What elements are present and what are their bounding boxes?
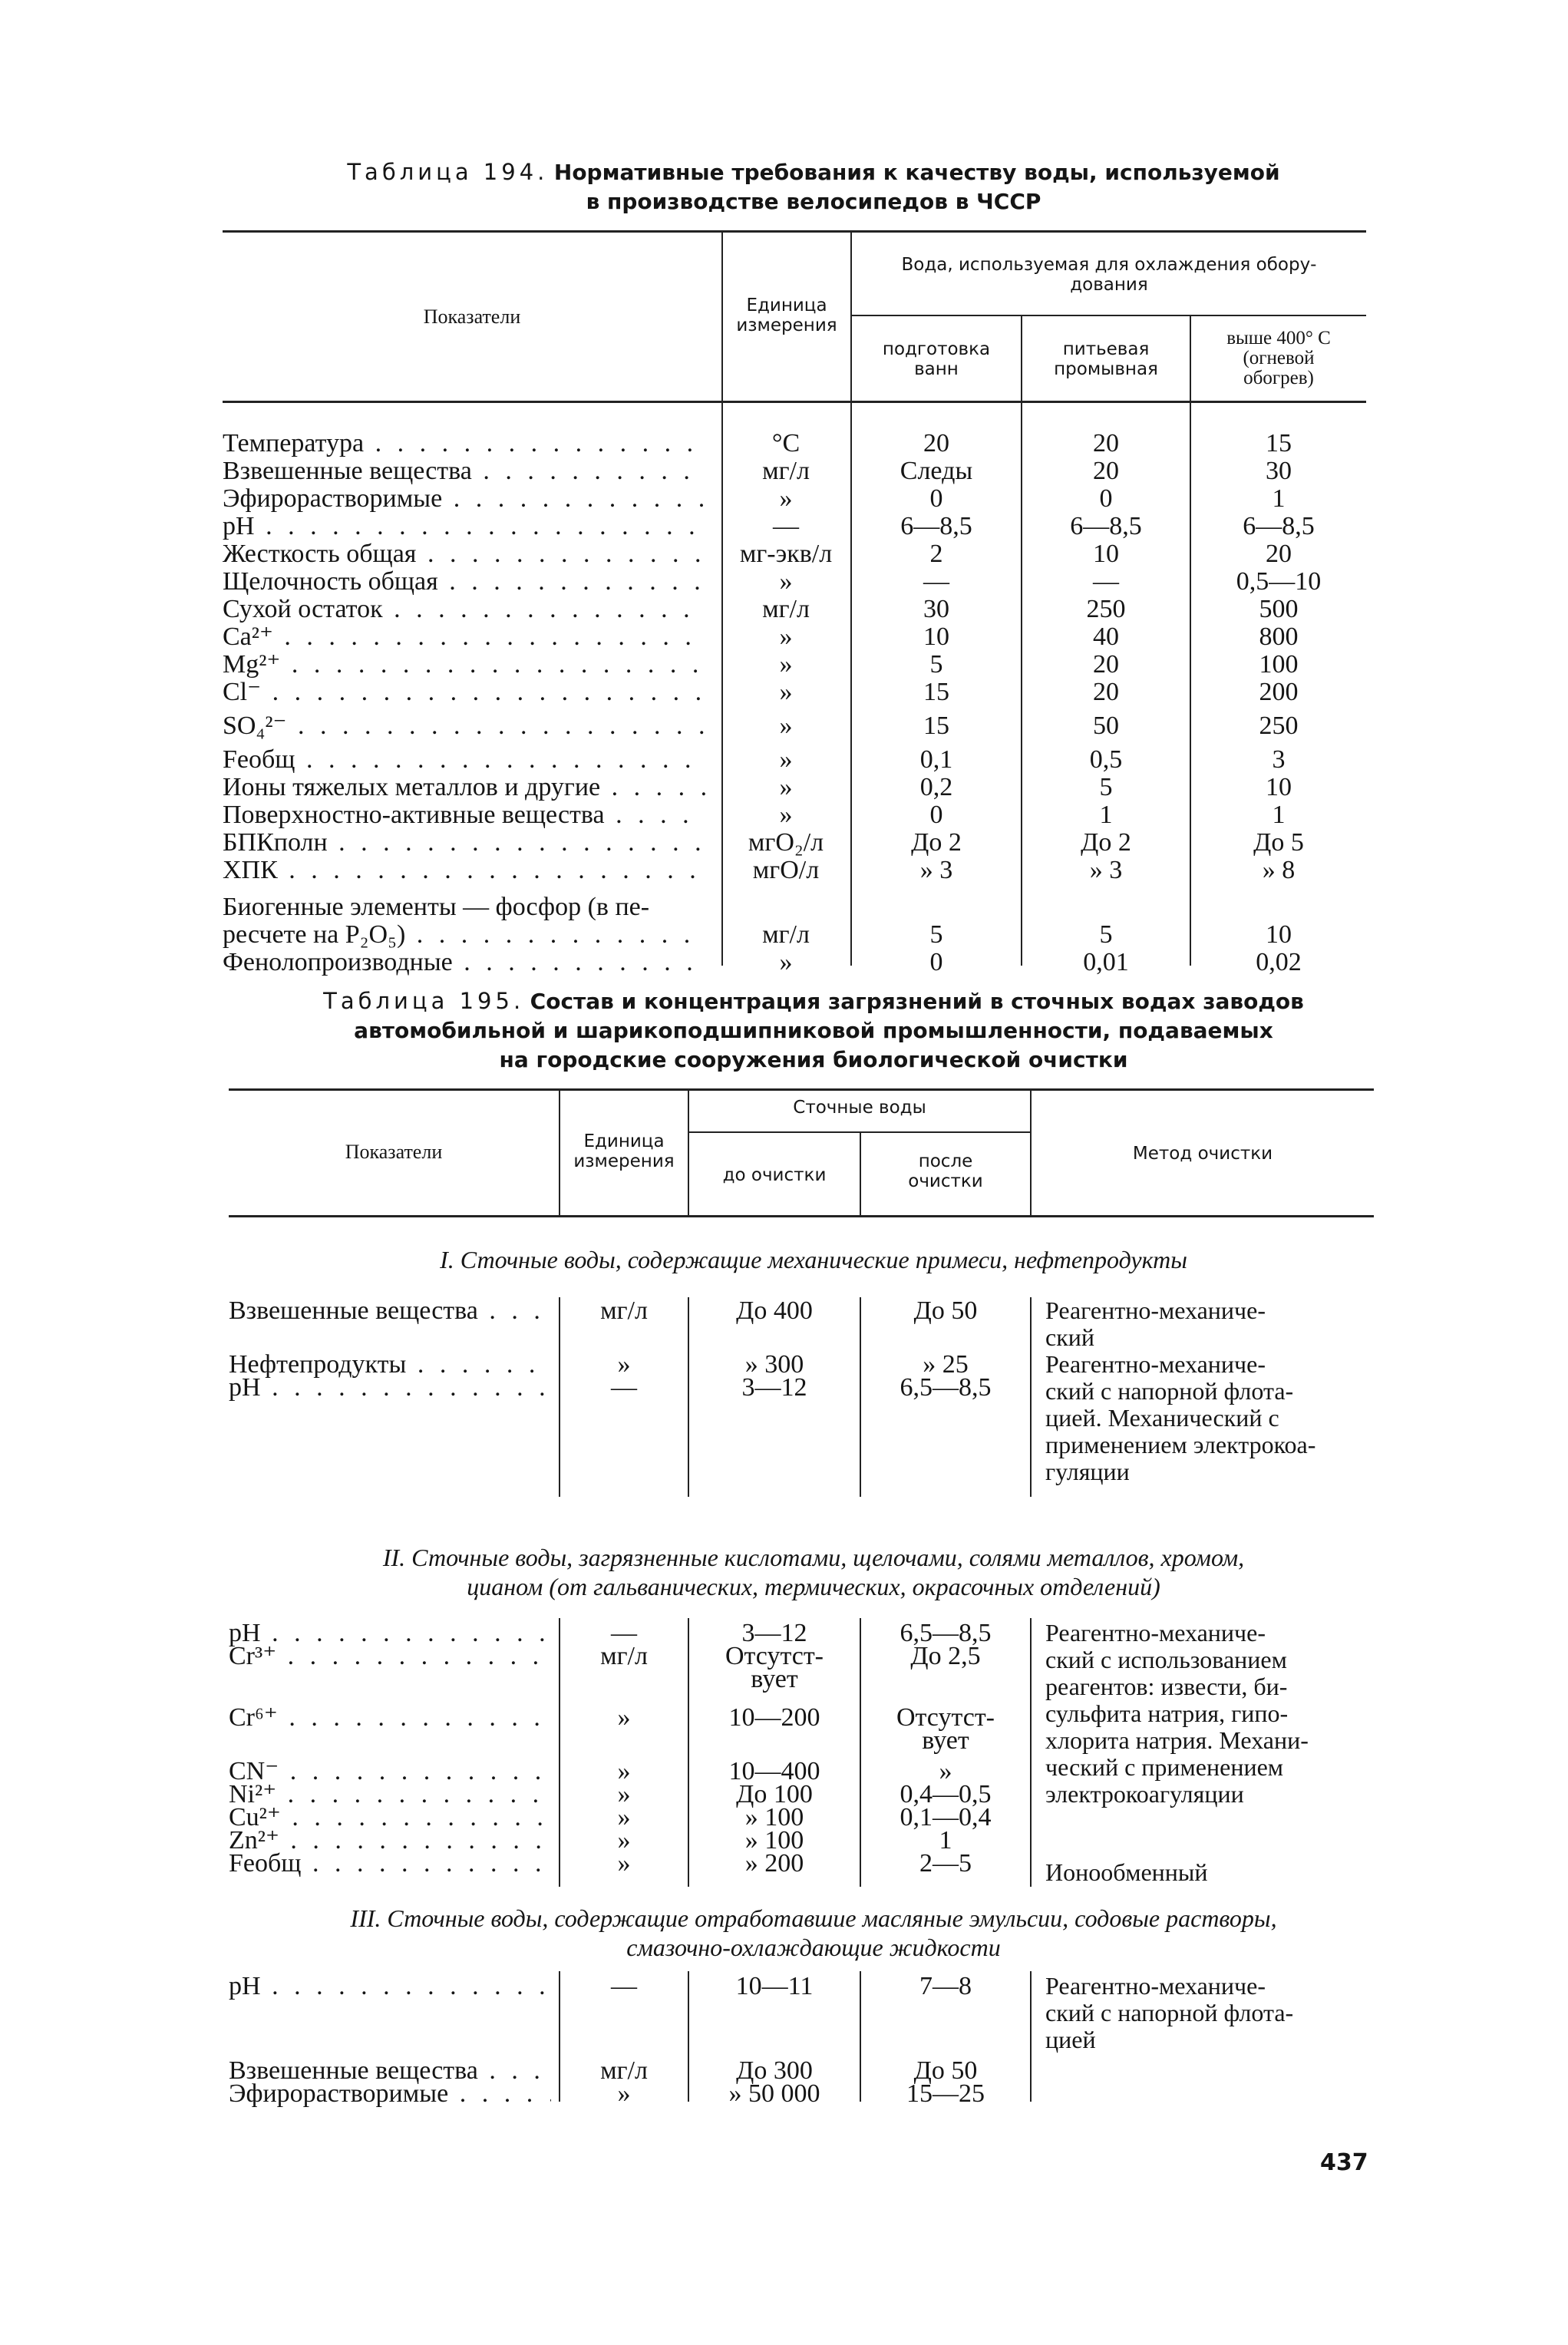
- table-row: [229, 2000, 1035, 2028]
- row-value-baths: 30: [923, 595, 949, 623]
- row-value-drinking: 20: [1093, 650, 1119, 679]
- header-col-above400-line1: выше 400° С: [1226, 328, 1331, 348]
- row-unit: »: [779, 948, 793, 976]
- row-value-drinking: 40: [1093, 623, 1119, 651]
- row-label: Биогенные элементы — фосфор (в пе-: [223, 893, 650, 921]
- table-195-caption: [223, 986, 1405, 1075]
- header-group: Сточные воды: [793, 1098, 926, 1118]
- header-unit: [560, 1131, 688, 1171]
- row-label: Cr³⁺ . . .: [229, 1643, 551, 1670]
- row-label: Поверхностно-активные вещества . . .: [223, 801, 706, 829]
- header-indicator: Показатели: [345, 1141, 443, 1163]
- table-row: [223, 430, 1374, 457]
- row-label: Cl⁻ . . .: [223, 679, 706, 706]
- row-value-after: 1: [939, 1826, 952, 1855]
- section-1-body: [229, 1297, 1035, 1405]
- table-row: [229, 1850, 1035, 1878]
- row-value-before: До 100: [736, 1780, 813, 1808]
- row-unit: »: [779, 623, 793, 651]
- row-value-drinking: 0,5: [1089, 745, 1123, 774]
- row-value-above400: 1: [1272, 484, 1286, 513]
- table-195-title-line2: автомобильной и шарикоподшипниковой промышленности, подаваемых: [354, 1018, 1273, 1043]
- row-value-baths: 20: [923, 429, 949, 457]
- rule-header-bottom: [229, 1215, 1374, 1217]
- section-1-method-1: [1045, 1297, 1374, 1351]
- row-value-drinking: До 2: [1081, 828, 1131, 857]
- row-unit: »: [779, 484, 793, 513]
- row-value-baths: 0: [929, 484, 943, 513]
- table-row: [223, 568, 1374, 596]
- section-3-heading: [223, 1904, 1405, 1962]
- row-label: Сухой остаток . . .: [223, 596, 706, 623]
- section-2-body: [229, 1620, 1035, 1896]
- row-value-above400: 200: [1259, 678, 1299, 706]
- row-value-drinking: 6—8,5: [1070, 512, 1142, 540]
- row-label: Взвешенные вещества . . .: [223, 457, 706, 485]
- table-row: [223, 540, 1374, 568]
- header-col-above400-line2: (огневой: [1243, 348, 1315, 368]
- row-value-drinking: 20: [1093, 678, 1119, 706]
- row-value-before: » 50 000: [728, 2079, 820, 2108]
- row-value-drinking: 50: [1093, 712, 1119, 740]
- row-label: Взвешенные вещества . . .: [229, 2057, 551, 2085]
- table-row: [229, 2080, 1035, 2108]
- row-unit: »: [617, 2079, 631, 2108]
- row-value-drinking: 5: [1099, 920, 1113, 949]
- row-label: Cr⁶⁺ . . .: [229, 1704, 551, 1732]
- row-unit: »: [617, 1350, 631, 1379]
- row-value-above400: 10: [1266, 920, 1292, 949]
- row-value-after: вует: [922, 1726, 969, 1755]
- row-label: Жесткость общая . . .: [223, 540, 706, 568]
- row-unit: —: [611, 1619, 637, 1647]
- table-row: [223, 893, 1374, 921]
- row-value-above400: 10: [1266, 773, 1292, 801]
- header-col-drinking: [1022, 339, 1190, 379]
- row-unit: »: [617, 1826, 631, 1855]
- row-unit: мг/л: [600, 2056, 648, 2085]
- row-value-drinking: 1: [1099, 801, 1113, 829]
- row-label: Эфирорастворимые . . .: [223, 485, 706, 513]
- row-value-after: 2—5: [919, 1849, 972, 1878]
- header-group-line2: дования: [1070, 275, 1148, 295]
- row-value-drinking: 5: [1099, 773, 1113, 801]
- row-value-drinking: 0: [1099, 484, 1113, 513]
- row-value-before: 10—11: [735, 1972, 814, 2000]
- row-value-before: Отсутст-: [725, 1642, 824, 1670]
- row-label: Mg²⁺ . . .: [223, 651, 706, 679]
- row-label: CN⁻ . . .: [229, 1758, 551, 1785]
- row-value-after: До 2,5: [910, 1642, 981, 1670]
- row-value-before: » 100: [744, 1803, 804, 1831]
- method-line: Реагентно-механиче-: [1045, 1972, 1266, 2000]
- header-after-line1: после: [918, 1151, 973, 1171]
- row-value-drinking: —: [1093, 567, 1119, 596]
- method-line: ский: [1045, 1323, 1094, 1351]
- row-value-drinking: 0,01: [1083, 948, 1129, 976]
- header-before: до очистки: [722, 1165, 827, 1185]
- row-value-after: »: [939, 1757, 952, 1785]
- row-label: Са²⁺ . . .: [223, 623, 706, 651]
- row-value-after: 15—25: [906, 2079, 985, 2108]
- table-row: [229, 1374, 1035, 1402]
- row-value-above400: 15: [1266, 429, 1292, 457]
- header-group: [852, 255, 1366, 295]
- table-row: [223, 712, 1374, 740]
- table-194-title-line1: Нормативные требования к качеству воды, используемой: [553, 160, 1280, 185]
- header-col-above400: [1191, 329, 1366, 388]
- row-label: Температура . . .: [223, 430, 706, 457]
- table-row: [223, 921, 1374, 949]
- row-value-baths: 10: [923, 623, 949, 651]
- section-2-heading: [223, 1543, 1405, 1601]
- method-line: хлорита натрия. Механи-: [1045, 1726, 1309, 1754]
- row-value-drinking: 10: [1093, 540, 1119, 568]
- method-line: цией: [1045, 2026, 1096, 2053]
- table-row: [229, 2028, 1035, 2056]
- header-unit: [723, 296, 850, 335]
- row-value-baths: 0: [929, 948, 943, 976]
- row-label: Фенолопроизводные . . .: [223, 949, 706, 976]
- section-2-heading-line1: II. Сточные воды, загрязненные кислотами, щелочами, солями металлов, хромом,: [382, 1544, 1245, 1571]
- table-row: [223, 829, 1374, 857]
- row-value-after: 0,1—0,4: [900, 1803, 992, 1831]
- row-label: Ионы тяжелых металлов и другие . . .: [223, 774, 706, 801]
- table-row: [229, 1727, 1035, 1755]
- row-unit: »: [779, 567, 793, 596]
- rule-top: [229, 1088, 1374, 1091]
- row-value-above400: » 8: [1262, 856, 1296, 884]
- row-label: SO₄²⁻ . . .: [223, 712, 706, 740]
- table-row: [223, 623, 1374, 651]
- row-value-above400: 100: [1259, 650, 1299, 679]
- header-col-drinking-line1: питьевая: [1062, 339, 1150, 359]
- method-line: Реагентно-механиче-: [1045, 1350, 1266, 1378]
- section-2-heading-line2: цианом (от гальванических, термических, окрасочных отделений): [467, 1573, 1160, 1600]
- method-line: ский с напорной флота-: [1045, 1377, 1294, 1405]
- method-line: реагентов: извести, би-: [1045, 1673, 1288, 1700]
- page-number: 437: [1320, 2149, 1368, 2176]
- row-value-before: До 400: [736, 1296, 813, 1325]
- method-line: ческий с применением: [1045, 1753, 1284, 1781]
- table-row: [223, 513, 1374, 540]
- row-value-baths: —: [923, 567, 949, 596]
- header-unit-line1: Единица: [583, 1131, 665, 1151]
- row-value-before: » 100: [744, 1826, 804, 1855]
- row-unit: »: [779, 773, 793, 801]
- row-label: Эфирорастворимые . . .: [229, 2080, 551, 2108]
- row-value-baths: 15: [923, 678, 949, 706]
- header-unit-line2: измерения: [573, 1151, 675, 1171]
- row-label: рН . . .: [229, 1374, 551, 1402]
- table-row: [223, 596, 1374, 623]
- table-row: [223, 949, 1374, 976]
- section-3-body: [229, 1973, 1035, 2111]
- row-unit: »: [617, 1703, 631, 1732]
- method-line: сульфита натрия, гипо-: [1045, 1699, 1289, 1727]
- row-value-above400: 0,02: [1256, 948, 1302, 976]
- row-unit: »: [779, 712, 793, 740]
- row-value-before: 10—400: [728, 1757, 820, 1785]
- row-unit: мг/л: [600, 1296, 648, 1325]
- table-row: [223, 485, 1374, 513]
- row-label: Feобщ . . .: [223, 746, 706, 774]
- section-3-heading-line1: III. Сточные воды, содержащие отработавшие масляные эмульсии, содовые растворы,: [350, 1904, 1277, 1932]
- row-value-above400: 6—8,5: [1243, 512, 1315, 540]
- section-3-heading-line2: смазочно-охлаждающие жидкости: [626, 1934, 1001, 1961]
- row-unit: »: [617, 1757, 631, 1785]
- row-value-baths: До 2: [911, 828, 962, 857]
- table-row: [223, 746, 1374, 774]
- section-2-method-2: Ионообменный: [1045, 1858, 1208, 1886]
- row-unit: »: [779, 650, 793, 679]
- row-unit: »: [617, 1849, 631, 1878]
- method-line: цией. Механический с: [1045, 1404, 1279, 1432]
- table-row: [229, 1297, 1035, 1325]
- row-unit: —: [773, 512, 799, 540]
- header-unit-line1: Единица: [746, 296, 827, 315]
- row-value-baths: 5: [929, 920, 943, 949]
- row-label: Zn²⁺ . . .: [229, 1827, 551, 1855]
- row-label: рН . . .: [223, 513, 706, 540]
- row-value-above400: 30: [1266, 457, 1292, 485]
- table-row: [223, 651, 1374, 679]
- row-unit: мг/л: [762, 595, 810, 623]
- row-value-above400: 1: [1272, 801, 1286, 829]
- section-3-method-1: [1045, 1973, 1374, 2053]
- header-col-baths-line1: подготовка: [882, 339, 991, 359]
- row-unit: »: [779, 801, 793, 829]
- row-unit: мгО₂/л: [748, 828, 824, 857]
- table-row: [223, 457, 1374, 485]
- row-label: БПКполн . . .: [223, 829, 706, 857]
- rule-top: [223, 230, 1366, 233]
- row-unit: мг/л: [762, 920, 810, 949]
- row-value-after: 6,5—8,5: [900, 1373, 992, 1402]
- row-unit: мгО/л: [752, 856, 820, 884]
- method-line: ский с использованием: [1045, 1646, 1287, 1673]
- header-col-baths-line2: ванн: [914, 359, 959, 379]
- row-unit: мг-экв/л: [739, 540, 833, 568]
- row-unit: »: [779, 745, 793, 774]
- row-value-after: 7—8: [919, 1972, 972, 2000]
- row-label: рН . . .: [229, 1973, 551, 2000]
- row-value-before: 3—12: [741, 1619, 807, 1647]
- row-value-baths: Следы: [900, 457, 973, 485]
- header-method: Метод очистки: [1132, 1144, 1273, 1164]
- row-value-baths: 2: [929, 540, 943, 568]
- table-row: [223, 679, 1374, 706]
- row-value-above400: 500: [1259, 595, 1299, 623]
- row-value-baths: 0: [929, 801, 943, 829]
- method-line: Реагентно-механиче-: [1045, 1619, 1266, 1646]
- row-value-after: » 25: [923, 1350, 969, 1379]
- row-value-before: До 300: [736, 2056, 813, 2085]
- row-value-after: 0,4—0,5: [900, 1780, 992, 1808]
- table-195-label: Таблица 195.: [323, 988, 525, 1014]
- table-194-label: Таблица 194.: [347, 159, 549, 185]
- row-unit: »: [617, 1803, 631, 1831]
- table-194-body: [223, 429, 1374, 976]
- row-value-above400: 250: [1259, 712, 1299, 740]
- row-value-after: До 50: [913, 2056, 978, 2085]
- header-group-line1: Вода, используемая для охлаждения обору-: [901, 255, 1317, 275]
- row-value-baths: 0,2: [919, 773, 953, 801]
- table-row: [223, 801, 1374, 829]
- row-unit: —: [611, 1373, 637, 1402]
- header-unit-line2: измерения: [736, 315, 837, 335]
- row-value-after: Отсутст-: [896, 1703, 995, 1732]
- row-value-before: вует: [751, 1665, 798, 1693]
- row-value-drinking: 20: [1093, 457, 1119, 485]
- method-line: электрокоагуляции: [1045, 1780, 1244, 1808]
- row-unit: —: [611, 1972, 637, 2000]
- row-label: Нефтепродукты . . .: [229, 1351, 551, 1379]
- row-value-above400: 0,5—10: [1236, 567, 1322, 596]
- table-row: [223, 774, 1374, 801]
- header-col-baths: [852, 339, 1021, 379]
- row-value-baths: 15: [923, 712, 949, 740]
- row-value-before: » 200: [744, 1849, 804, 1878]
- row-value-before: 3—12: [741, 1373, 807, 1402]
- row-unit: »: [779, 678, 793, 706]
- row-value-above400: 800: [1259, 623, 1299, 651]
- method-line: гуляции: [1045, 1458, 1130, 1485]
- row-value-after: До 50: [913, 1296, 978, 1325]
- row-unit: мг/л: [762, 457, 810, 485]
- row-value-drinking: 20: [1093, 429, 1119, 457]
- method-line: Реагентно-механиче-: [1045, 1296, 1266, 1324]
- row-value-baths: » 3: [919, 856, 953, 884]
- method-line: применением электрокоа-: [1045, 1431, 1316, 1458]
- row-label: ресчете на P₂O₅) . . .: [223, 921, 706, 949]
- table-194-caption: [223, 157, 1405, 216]
- rule-header-bottom: [223, 401, 1366, 403]
- row-value-above400: 20: [1266, 540, 1292, 568]
- row-value-baths: 5: [929, 650, 943, 679]
- row-unit: мг/л: [600, 1642, 648, 1670]
- section-2-method-1: [1045, 1620, 1374, 1808]
- row-label: рН . . .: [229, 1620, 551, 1647]
- header-after-line2: очистки: [908, 1171, 983, 1191]
- row-value-after: 6,5—8,5: [900, 1619, 992, 1647]
- row-value-drinking: 250: [1086, 595, 1126, 623]
- row-label: ХПК . . .: [223, 857, 706, 884]
- table-194-title-line2: в производстве велосипедов в ЧССР: [586, 189, 1041, 214]
- table-195-title-line3: на городские сооружения биологической очистки: [499, 1047, 1128, 1072]
- header-col-drinking-line2: промывная: [1054, 359, 1158, 379]
- row-value-baths: 6—8,5: [900, 512, 972, 540]
- row-label: Щелочность общая . . .: [223, 568, 706, 596]
- section-1-method-2: [1045, 1351, 1374, 1485]
- row-unit: °С: [771, 429, 801, 457]
- row-unit: »: [617, 1780, 631, 1808]
- table-195-title-line1: Состав и концентрация загрязнений в сточных водах заводов: [530, 989, 1304, 1014]
- row-value-before: 10—200: [728, 1703, 820, 1732]
- row-value-drinking: » 3: [1089, 856, 1123, 884]
- section-1-heading: I. Сточные воды, содержащие механические примеси, нефтепродукты: [440, 1246, 1187, 1273]
- table-row: [223, 857, 1374, 884]
- row-value-above400: До 5: [1253, 828, 1304, 857]
- row-label: Ni²⁺ . . .: [229, 1781, 551, 1808]
- row-label: Cu²⁺ . . .: [229, 1804, 551, 1831]
- table-row: [229, 1973, 1035, 2000]
- row-label: Feобщ . . .: [229, 1850, 551, 1878]
- row-label: Взвешенные вещества . . .: [229, 1297, 551, 1325]
- header-indicator: Показатели: [423, 306, 521, 328]
- row-value-above400: 3: [1272, 745, 1286, 774]
- header-col-above400-line3: обогрев): [1243, 368, 1314, 388]
- row-value-baths: 0,1: [919, 745, 953, 774]
- header-after: [861, 1151, 1030, 1191]
- method-line: ский с напорной флота-: [1045, 1999, 1294, 2026]
- row-value-before: » 300: [744, 1350, 804, 1379]
- rule-group: [852, 315, 1366, 316]
